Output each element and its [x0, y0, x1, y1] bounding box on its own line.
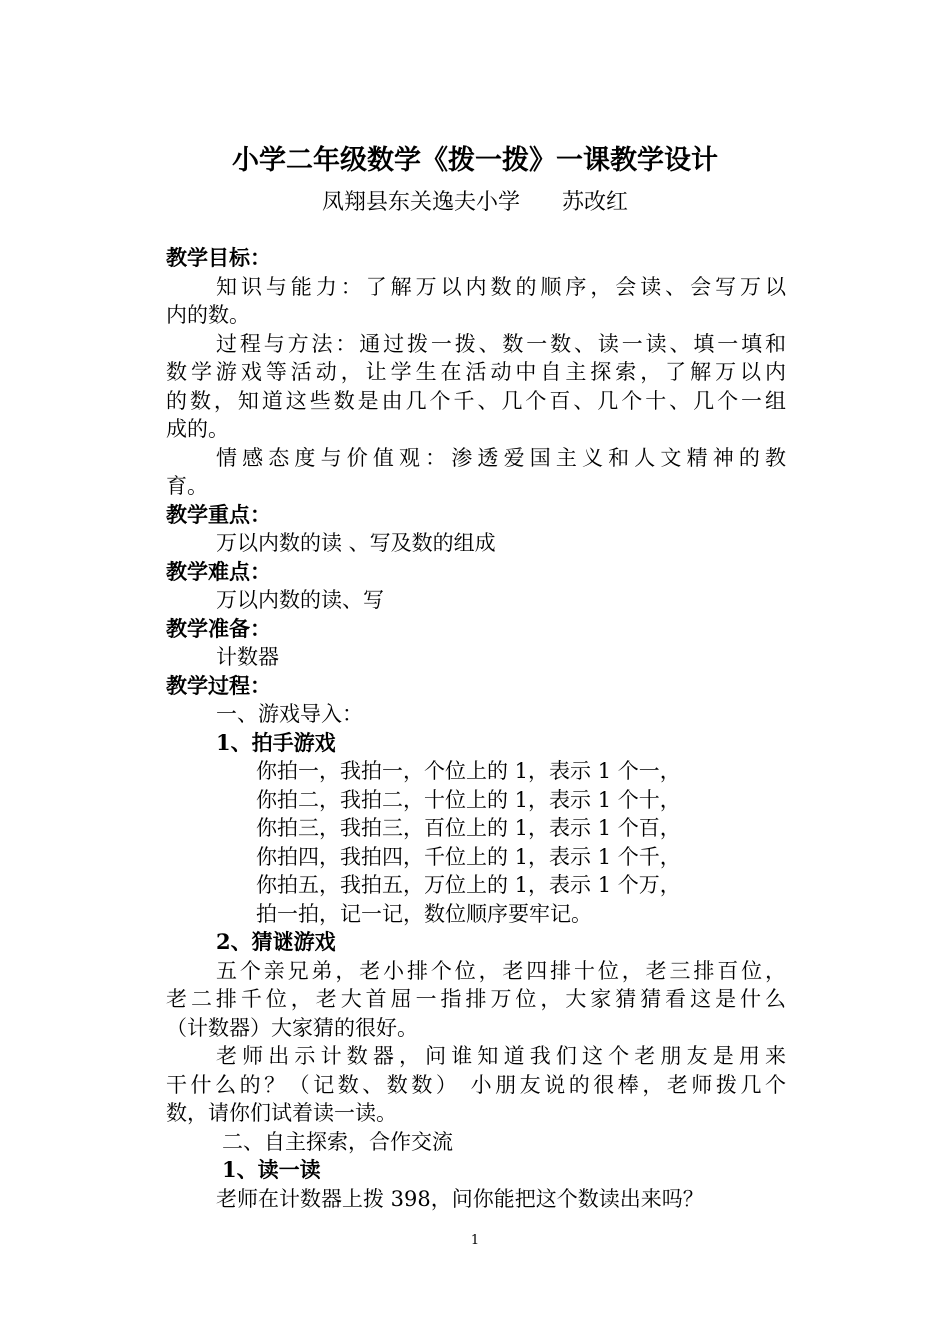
- game1-line: 你拍五，我拍五，万位上的 1，表示 1 个万，: [256, 873, 681, 897]
- read-para: 老师在计数器上拨 398，问你能把这个数读出来吗？: [216, 1186, 704, 1211]
- objective-values-line: 育。: [166, 474, 208, 498]
- difficulties-text: 万以内数的读、写: [216, 588, 384, 612]
- teacher-line: 老师出示计数器，问谁知道我们这个老朋友是用来: [216, 1044, 786, 1068]
- objective-process-line: 成的。: [166, 417, 229, 441]
- game1-line: 你拍三，我拍三，百位上的 1，表示 1 个百，: [256, 816, 681, 840]
- objective-knowledge-line: 内的数。: [166, 303, 250, 327]
- document-body: [166, 244, 786, 1213]
- game1-line: 你拍二，我拍二，十位上的 1，表示 1 个十，: [256, 787, 681, 812]
- objective-values-line: 情感态度与价值观：渗透爱国主义和人文精神的教: [216, 445, 786, 470]
- author-line: 凤翔县东关逸夫小学 苏改红: [322, 190, 628, 215]
- game2-line: 老二排千位，老大首屈一指排万位，大家猜猜看这是什么: [166, 987, 786, 1011]
- game2-line: 五个亲兄弟，老小排个位，老四排十位，老三排百位，: [216, 958, 786, 983]
- game2-line: （计数器）大家猜的很好。: [166, 1015, 418, 1040]
- process-heading: 教学过程：: [166, 672, 271, 698]
- objectives-heading: 教学目标：: [166, 245, 271, 270]
- teacher-line: 数，请你们试着读一读。: [166, 1101, 397, 1125]
- objective-knowledge-line: 知识与能力：了解万以内数的顺序，会读、会写万以: [216, 274, 786, 299]
- section1-title: 一、游戏导入：: [216, 702, 363, 726]
- key-points-text: 万以内数的读 、写及数的组成: [216, 531, 496, 555]
- read-title: 1、读一读: [222, 1157, 321, 1182]
- section2-title: 二、自主探索，合作交流: [222, 1129, 453, 1154]
- preparation-text: 计数器: [216, 645, 279, 669]
- document-title: 小学二年级数学《拨一拨》一课教学设计: [232, 145, 718, 176]
- objective-process-line: 数学游戏等活动，让学生在活动中自主探索，了解万以内: [166, 360, 786, 384]
- key-points-heading: 教学重点：: [166, 501, 271, 527]
- preparation-heading: 教学准备：: [166, 615, 271, 641]
- teacher-line: 干什么的？（记数、数数） 小朋友说的很棒，老师拨几个: [166, 1072, 786, 1097]
- difficulties-heading: 教学难点：: [166, 558, 271, 584]
- objective-process-line: 过程与方法：通过拨一拨、数一数、读一读、填一填和: [216, 331, 786, 356]
- game1-line: 拍一拍，记一记，数位顺序要牢记。: [256, 901, 592, 926]
- objective-process-line: 的数，知道这些数是由几个千、几个百、几个十、几个一组: [166, 388, 786, 413]
- page-number: 1: [470, 1233, 480, 1248]
- game2-title: 2、猜谜游戏: [216, 929, 336, 954]
- game1-title: 1、拍手游戏: [216, 729, 336, 755]
- game1-line: 你拍四，我拍四，千位上的 1，表示 1 个千，: [256, 844, 681, 869]
- game1-line: 你拍一，我拍一，个位上的 1，表示 1 个一，: [256, 759, 681, 783]
